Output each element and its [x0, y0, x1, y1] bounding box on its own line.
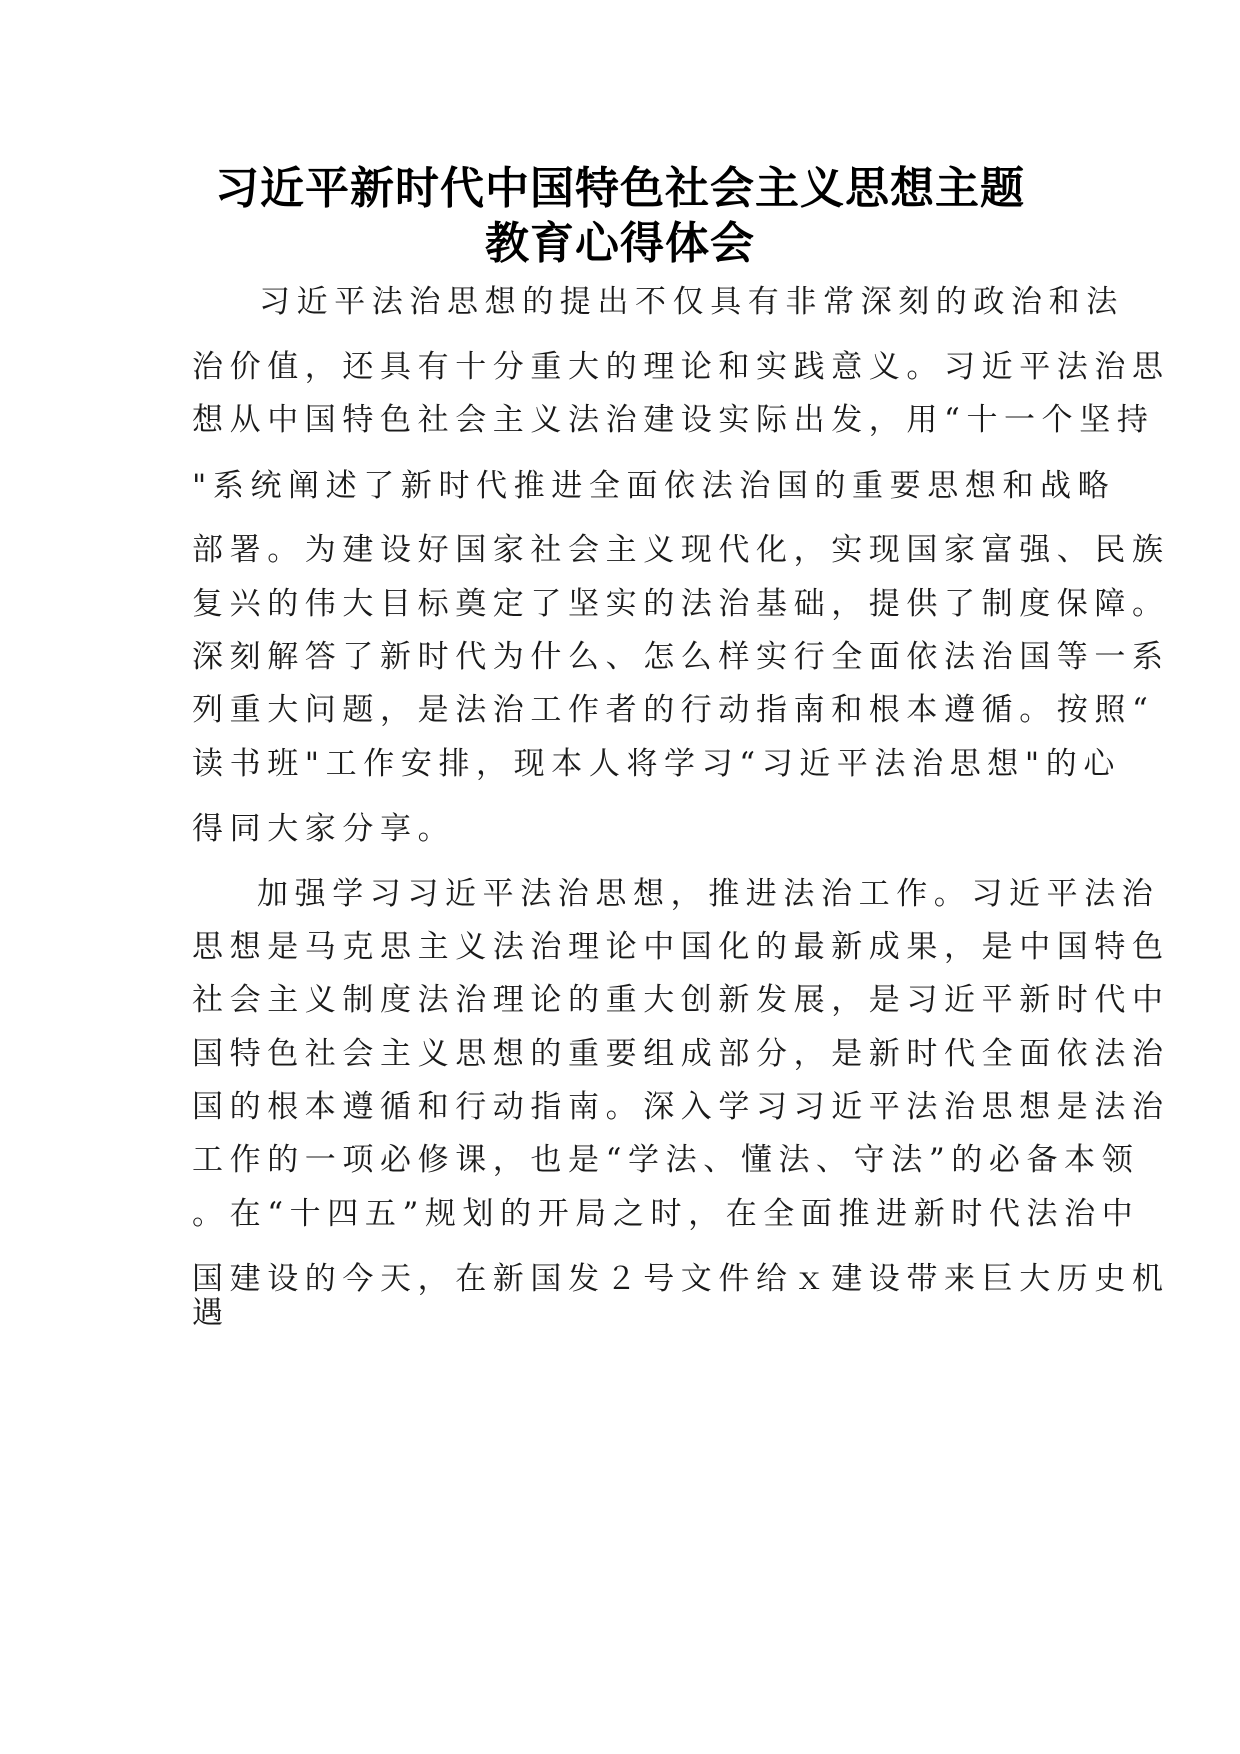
paragraph-line: 治价值，还具有十分重大的理论和实践意义。习近平法治思	[192, 349, 1170, 385]
paragraph-line: 想从中国特色社会主义法治建设实际出发，用“十一个坚持	[192, 402, 1155, 438]
paragraph-line: 国特色社会主义思想的重要组成部分，是新时代全面依法治	[192, 1036, 1170, 1072]
paragraph-line: 加强学习习近平法治思想，推进法治工作。习近平法治	[257, 876, 1160, 912]
paragraph-line: 部署。为建设好国家社会主义现代化，实现国家富强、民族	[192, 532, 1170, 568]
paragraph-line: 列重大问题，是法治工作者的行动指南和根本遵循。按照“	[192, 692, 1155, 728]
paragraph-line: 深刻解答了新时代为什么、怎么样实行全面依法治国等一系	[192, 639, 1170, 675]
document-title-line-1: 习近平新时代中国特色社会主义思想主题	[215, 163, 1025, 214]
paragraph-line: "系统阐述了新时代推进全面依法治国的重要思想和战略	[192, 468, 1116, 504]
paragraph-line: 社会主义制度法治理论的重大创新发展，是习近平新时代中	[192, 982, 1170, 1018]
paragraph-line: 习近平法治思想的提出不仅具有非常深刻的政治和法	[259, 284, 1124, 320]
paragraph-line: 得同大家分享。	[192, 811, 456, 847]
paragraph-line: 国建设的今天，在新国发２号文件给ｘ建设带来巨大历史机	[192, 1261, 1170, 1297]
paragraph-line: 复兴的伟大目标奠定了坚实的法治基础，提供了制度保障。	[192, 586, 1170, 622]
document-title-line-2: 教育心得体会	[485, 218, 755, 269]
paragraph-line: 国的根本遵循和行动指南。深入学习习近平法治思想是法治	[192, 1089, 1170, 1125]
paragraph-line: 工作的一项必修课，也是“学法、懂法、守法”的必备本领	[192, 1142, 1140, 1178]
paragraph-line: 读书班"工作安排，现本人将学习“习近平法治思想"的心	[192, 746, 1121, 782]
paragraph-line: 。在“十四五”规划的开局之时，在全面推进新时代法治中	[192, 1196, 1140, 1232]
paragraph-line: 思想是马克思主义法治理论中国化的最新成果，是中国特色	[192, 929, 1170, 965]
paragraph-line: 遇	[192, 1295, 230, 1331]
